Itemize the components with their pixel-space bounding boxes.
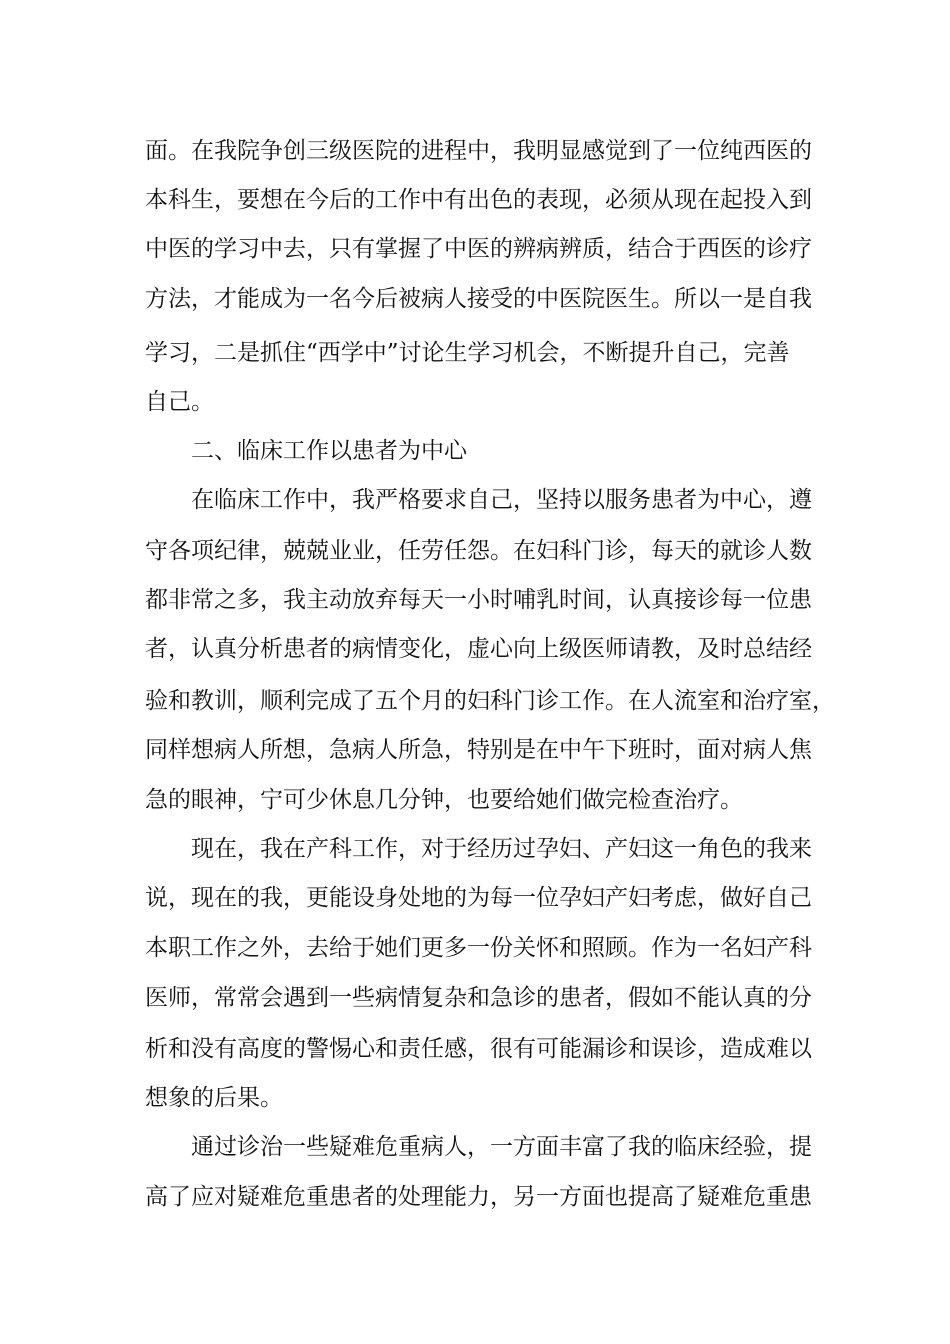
text-line: 都非常之多，我主动放弃每天一小时哺乳时间，认真接诊每一位患 [145, 587, 812, 613]
text-line: 自己。 [145, 389, 214, 415]
text-line: 者，认真分析患者的病情变化，虚心向上级医师请教，及时总结经 [145, 636, 812, 662]
text-line: 面。在我院争创三级医院的进程中，我明显感觉到了一位纯西医的 [145, 138, 812, 164]
text-line: 本职工作之外，去给于她们更多一份关怀和照顾。作为一名妇产科 [145, 935, 812, 961]
text-line: 在临床工作中，我严格要求自己，坚持以服务患者为中心，遵 [191, 487, 812, 513]
text-line: 高了应对疑难危重患者的处理能力，另一方面也提高了疑难危重患 [145, 1184, 812, 1210]
text-line: 现在，我在产科工作，对于经历过孕妇、产妇这一角色的我来 [191, 836, 812, 862]
text-line: 方法，才能成为一名今后被病人接受的中医院医生。所以一是自我 [145, 286, 812, 312]
text-line: 同样想病人所想，急病人所急，特别是在中午下班时，面对病人焦 [145, 737, 812, 763]
text-line: 守各项纪律，兢兢业业，任劳任怨。在妇科门诊，每天的就诊人数 [145, 538, 812, 564]
text-line: 学习，二是抓住“西学中”讨论生学习机会，不断提升自己，完善 [145, 340, 790, 366]
text-line: 医师，常常会遇到一些病情复杂和急诊的患者，假如不能认真的分 [145, 985, 812, 1011]
text-line: 说，现在的我，更能设身处地的为每一位孕妇产妇考虑，做好自己 [145, 885, 812, 911]
text-line: 中医的学习中去，只有掌握了中医的辨病辨质，结合于西医的诊疗 [145, 236, 812, 262]
text-line: 本科生，要想在今后的工作中有出色的表现，必须从现在起投入到 [145, 187, 812, 213]
section-heading: 二、临床工作以患者为中心 [191, 438, 467, 464]
text-line: 通过诊治一些疑难危重病人，一方面丰富了我的临床经验，提 [191, 1134, 812, 1160]
text-line: 析和没有高度的警惕心和责任感，很有可能漏诊和误诊，造成难以 [145, 1036, 812, 1062]
text-line: 验和教训，顺利完成了五个月的妇科门诊工作。在人流室和治疗室， [145, 688, 835, 714]
text-line: 急的眼神，宁可少休息几分钟，也要给她们做完检查治疗。 [145, 787, 743, 813]
text-line: 想象的后果。 [145, 1085, 283, 1111]
